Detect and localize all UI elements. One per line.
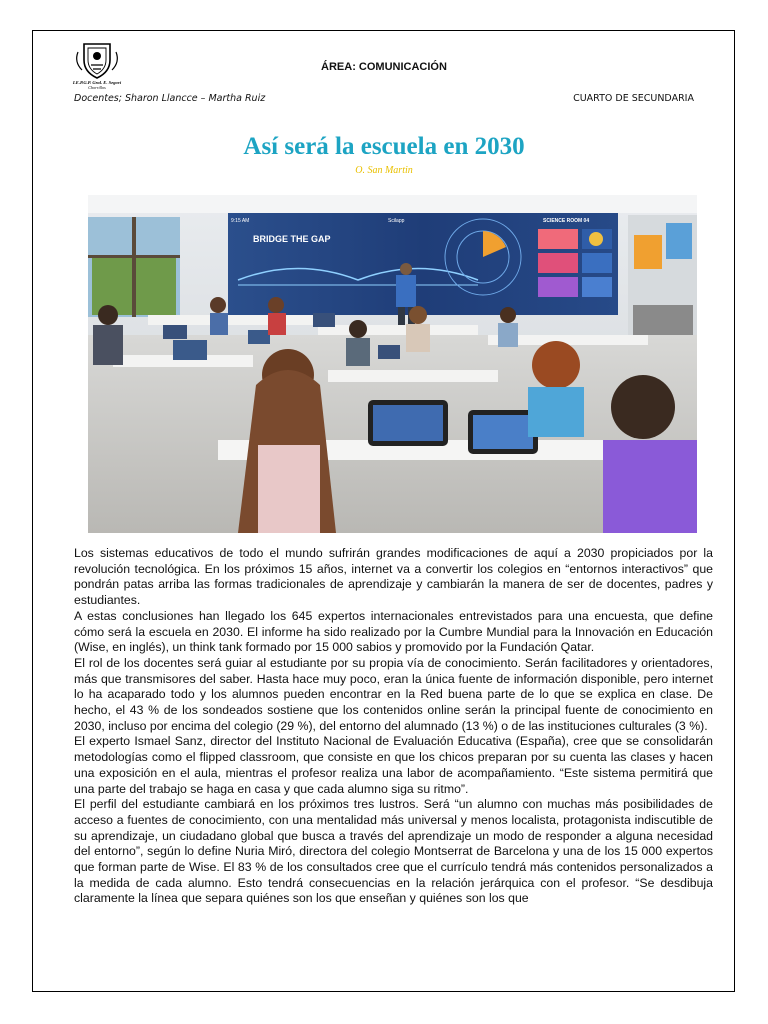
article-paragraph: El rol de los docentes será guiar al estudiante por su propia vía de conocimiento. Serán facilitadores y orientadores, más que transmisores del saber. Hasta hace muy poco, eran la única fuente de información disponible, pero internet lo ha acaparado todo y los alumnos pueden encontrar en la Red buena parte de lo que se explica en clase. De hecho, el 43 % de los sondeados sostiene que los contenidos online serán la principal fuente de conocimiento en 2030, incluso por encima del colegio (29 %), del entorno del alumnado (13 %) o de las instituciones culturales (3 %). [74,655,713,733]
svg-text:I.E.P.G.P. Gral. E. Segovi: I.E.P.G.P. Gral. E. Segovi [72,80,122,85]
article-paragraph: Los sistemas educativos de todo el mundo sufrirán grandes modificaciones de aquí a 2030 propiciados por la revolución tecnológica. En los próximos 15 años, internet va a convertir los colegios en “entornos interactivos” que pondrán patas arriba las formas tradicionales de aprendizaje y cambiarán la manera de ser de docentes, padres y estudiantes. [74,546,713,608]
grade-level: CUARTO DE SECUNDARIA [573,93,694,104]
classroom-photo [88,195,697,533]
teachers-line: Docentes; Sharon Llancce – Martha Ruiz [74,93,266,104]
screen-title: BRIDGE THE GAP [253,234,331,244]
article-paragraph: A estas conclusiones han llegado los 645 expertos internacionales entrevistados para una encuesta, que define cómo será la escuela en 2030. El informe ha sido realizado por la Cumbre Mundial para la Innovación en Educación (Wise, en inglés), un think tank formado por 15 000 sabios y promovido por la Fundación Qatar. [74,608,713,655]
subject-area: ÁREA: COMUNICACIÓN [321,61,447,73]
article-paragraph: El perfil del estudiante cambiará en los próximos tres lustros. Será “un alumno con muchas más posibilidades de acceso a fuentes de conocimiento, con una mentalidad más universal y menos localista, protagonista indiscutible de su aprendizaje, un ciudadano global que busca a través del aprendizaje un modo de responder a alguna necesidad del entorno”, según lo define Nuria Miró, directora del colegio Montserrat de Barcelona y una de los 15 000 expertos que forman parte de Wise. El 83 % de los consultados cree que el currículo tendrá más contenidos personalizados a la medida de cada alumno. Esto tendrá consecuencias en la relación jerárquica con el profesor. “Se desdibuja claramente la línea que separa quiénes son los que enseñan y quiénes son los que [74,797,713,906]
article-title: Así será la escuela en 2030 [243,133,525,160]
screen-clock: 9:15 AM [231,218,250,224]
svg-text:Chorrillos: Chorrillos [88,85,106,90]
article-paragraph: El experto Ismael Sanz, director del Instituto Nacional de Evaluación Educativa (España), cree que se consolidarán metodologías como el flipped classroom, que consiste en que los chicos preparan por su cuenta las clases y hacen una exposición en el aula, mientras el profesor realiza una labor de acompañamiento. “Este sistema permitirá que una parte del trabajo se haga en casa y que cada alumno siga su ritmo”. [74,734,713,796]
screen-app: Scilapp [388,218,405,224]
article-author: O. San Martin [355,165,413,176]
article-body [74,546,713,907]
screen-room: SCIENCE ROOM 04 [543,218,590,224]
